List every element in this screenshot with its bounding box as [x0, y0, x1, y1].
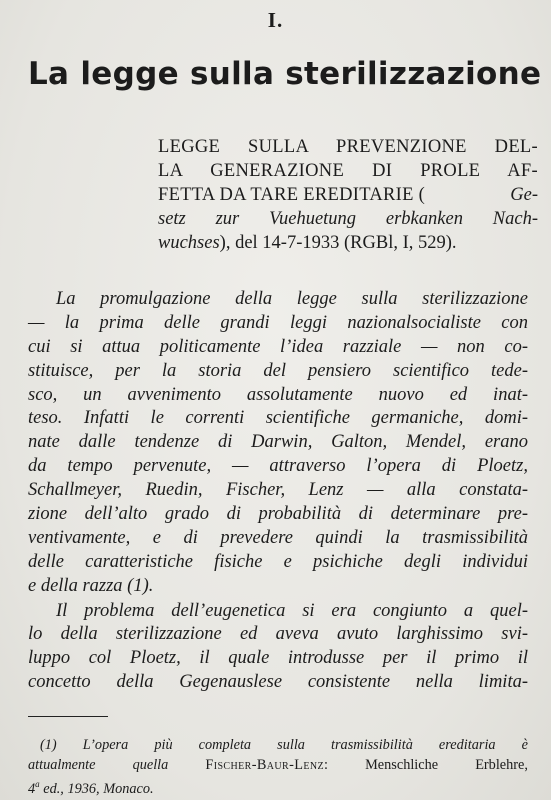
- text-line: stituisce, per la storia del pensiero scientifico tede-: [28, 360, 528, 381]
- chapter-number: I.: [267, 8, 284, 32]
- text-line: concetto della Gegenauslese consistente nella limita-: [28, 672, 528, 693]
- footnote-separator: [28, 716, 108, 717]
- text-line: nate dalle tendenze di Darwin, Galton, Mendel, erano: [28, 432, 528, 453]
- text-line: sco, un avvenimento assolutamente nuovo ed inat-: [28, 384, 528, 405]
- law-heading-block: [158, 135, 538, 255]
- law-line-3-italic: Ge-: [510, 185, 538, 205]
- text-line: lo della sterilizzazione ed aveva avuto larghissimo svi-: [28, 624, 528, 645]
- footnote-authors: Fischer-Baur-Lenz: [205, 756, 325, 773]
- footnote-line-1: (1) L’opera più completa sulla trasmissibilità ereditaria è: [40, 737, 528, 753]
- law-line-2: LA GENERAZIONE DI PROLE AF-: [158, 161, 538, 181]
- text-line: cui si attua politicamente l’idea razziale — non co-: [28, 336, 528, 357]
- footnote-line-3: 4$^a$ ed., 1936, Monaco.: [28, 779, 154, 797]
- law-line-5-italic: wuchses: [158, 233, 220, 253]
- footnote-line-2: attualmente quella Fischer-Baur-Lenz: Menschliche Erblehre,: [28, 756, 528, 773]
- law-line-1: LEGGE SULLA PREVENZIONE DEL-: [158, 137, 538, 157]
- text-line: luppo col Ploetz, il quale introdusse per il primo il: [28, 648, 528, 669]
- text-line: Il problema dell’eugenetica si era congiunto a quel-: [56, 600, 528, 621]
- text-line: — la prima delle grandi leggi nazionalsocialiste con: [28, 312, 528, 333]
- body-text: [28, 288, 528, 695]
- text-line: teso. Infatti le correnti scientifiche germaniche, domi-: [28, 408, 528, 429]
- law-line-4: setz zur Vuehuetung erbkanken Nach-: [158, 209, 538, 229]
- text-line: La promulgazione della legge sulla sterilizzazione: [56, 289, 528, 309]
- footnote: [28, 736, 528, 795]
- text-line: e della razza (1).: [28, 575, 154, 596]
- law-line-5: ), del 14-7-1933 (RGBl, I, 529).: [219, 233, 457, 253]
- text-line: Schallmeyer, Ruedin, Fischer, Lenz — alla constata-: [28, 480, 528, 501]
- text-line: delle caratteristiche fisiche e psichiche degli individui: [28, 551, 528, 572]
- text-line: da tempo pervenute, — attraverso l’opera di Ploetz,: [28, 456, 528, 477]
- chapter-title: La legge sulla sterilizzazione: [28, 56, 542, 92]
- text-line: ventivamente, e di prevedere quindi la trasmissibilità: [28, 527, 528, 548]
- text-line: zione dell’alto grado di probabilità di determinare pre-: [28, 504, 528, 525]
- law-line-3: FETTA DA TARE EREDITARIE (: [158, 185, 426, 205]
